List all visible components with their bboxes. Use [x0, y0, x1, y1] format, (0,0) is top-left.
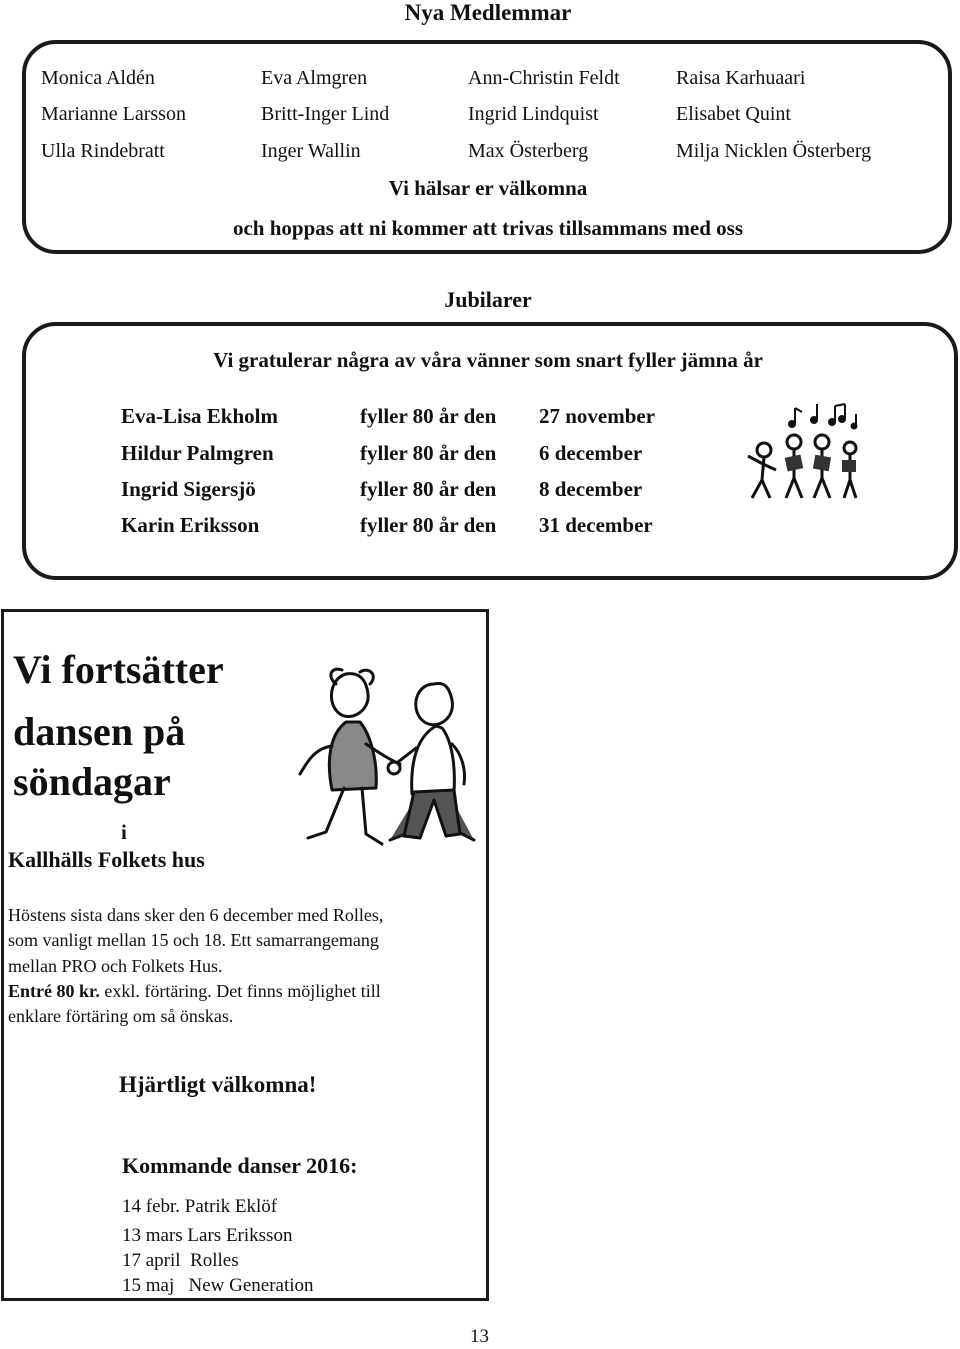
entry-note: exkl. förtäring. Det finns möjlighet till — [99, 981, 381, 1001]
dance-heading-line: söndagar — [13, 759, 171, 804]
dance-welcome: Hjärtligt välkomna! — [119, 1072, 317, 1097]
jubilarer-intro: Vi gratulerar några av våra vänner som snart fyller jämna år — [213, 348, 763, 372]
jubilar-text: fyller 80 år den — [360, 441, 497, 465]
member-name: Inger Wallin — [261, 140, 361, 162]
member-name: Raisa Karhuaari — [676, 67, 806, 89]
jubilar-text: fyller 80 år den — [360, 477, 497, 501]
entry-price: Entré 80 kr. — [8, 981, 100, 1001]
member-name: Ulla Rindebratt — [41, 140, 165, 162]
dancing-couple-clipart-icon — [286, 664, 482, 860]
dance-body-line: Höstens sista dans sker den 6 december med Rolles, — [8, 905, 384, 925]
member-name: Britt-Inger Lind — [261, 103, 390, 125]
new-members-title: Nya Medlemmar — [404, 0, 572, 25]
member-name: Eva Almgren — [261, 67, 368, 89]
jubilar-date: 8 december — [539, 477, 643, 501]
member-name: Ann-Christin Feldt — [468, 67, 620, 89]
jubilarer-title: Jubilarer — [444, 287, 532, 312]
member-name: Marianne Larsson — [41, 103, 186, 125]
upcoming-item: 14 febr. Patrik Eklöf — [122, 1196, 278, 1217]
dance-venue: Kallhälls Folkets hus — [8, 847, 205, 872]
welcome-line: Vi hälsar er välkomna — [388, 176, 588, 200]
jubilar-text: fyller 80 år den — [360, 404, 497, 428]
dance-body-line: som vanligt mellan 15 och 18. Ett samarrangemang — [8, 930, 379, 950]
upcoming-item: 13 mars Lars Eriksson — [122, 1225, 293, 1246]
member-name: Max Österberg — [468, 140, 589, 162]
singers-clipart-icon — [736, 398, 862, 506]
member-name: Ingrid Lindquist — [468, 103, 599, 125]
jubilar-date: 31 december — [539, 513, 653, 537]
jubilar-date: 6 december — [539, 441, 643, 465]
member-name: Elisabet Quint — [676, 103, 791, 125]
upcoming-item: 15 maj New Generation — [122, 1275, 314, 1296]
jubilar-name: Ingrid Sigersjö — [121, 477, 256, 501]
dance-body-line: enklare förtäring om så önskas. — [8, 1006, 234, 1026]
jubilar-name: Karin Eriksson — [121, 513, 260, 537]
member-name: Monica Aldén — [41, 67, 155, 89]
dance-entry-line — [8, 981, 381, 1002]
member-name: Milja Nicklen Österberg — [676, 140, 872, 162]
dance-body-line: mellan PRO och Folkets Hus. — [8, 956, 223, 976]
jubilar-date: 27 november — [539, 404, 656, 428]
jubilar-text: fyller 80 år den — [360, 513, 497, 537]
jubilar-name: Eva-Lisa Ekholm — [121, 404, 278, 428]
dance-preposition: i — [121, 820, 127, 844]
upcoming-item: 17 april Rolles — [122, 1250, 239, 1271]
dance-heading-line: dansen på — [13, 709, 186, 754]
page-number: 13 — [470, 1326, 489, 1347]
upcoming-title: Kommande danser 2016: — [122, 1153, 358, 1178]
jubilar-name: Hildur Palmgren — [121, 441, 274, 465]
dance-heading-line: Vi fortsätter — [13, 647, 224, 692]
welcome-line: och hoppas att ni kommer att trivas tillsammans med oss — [232, 216, 744, 240]
